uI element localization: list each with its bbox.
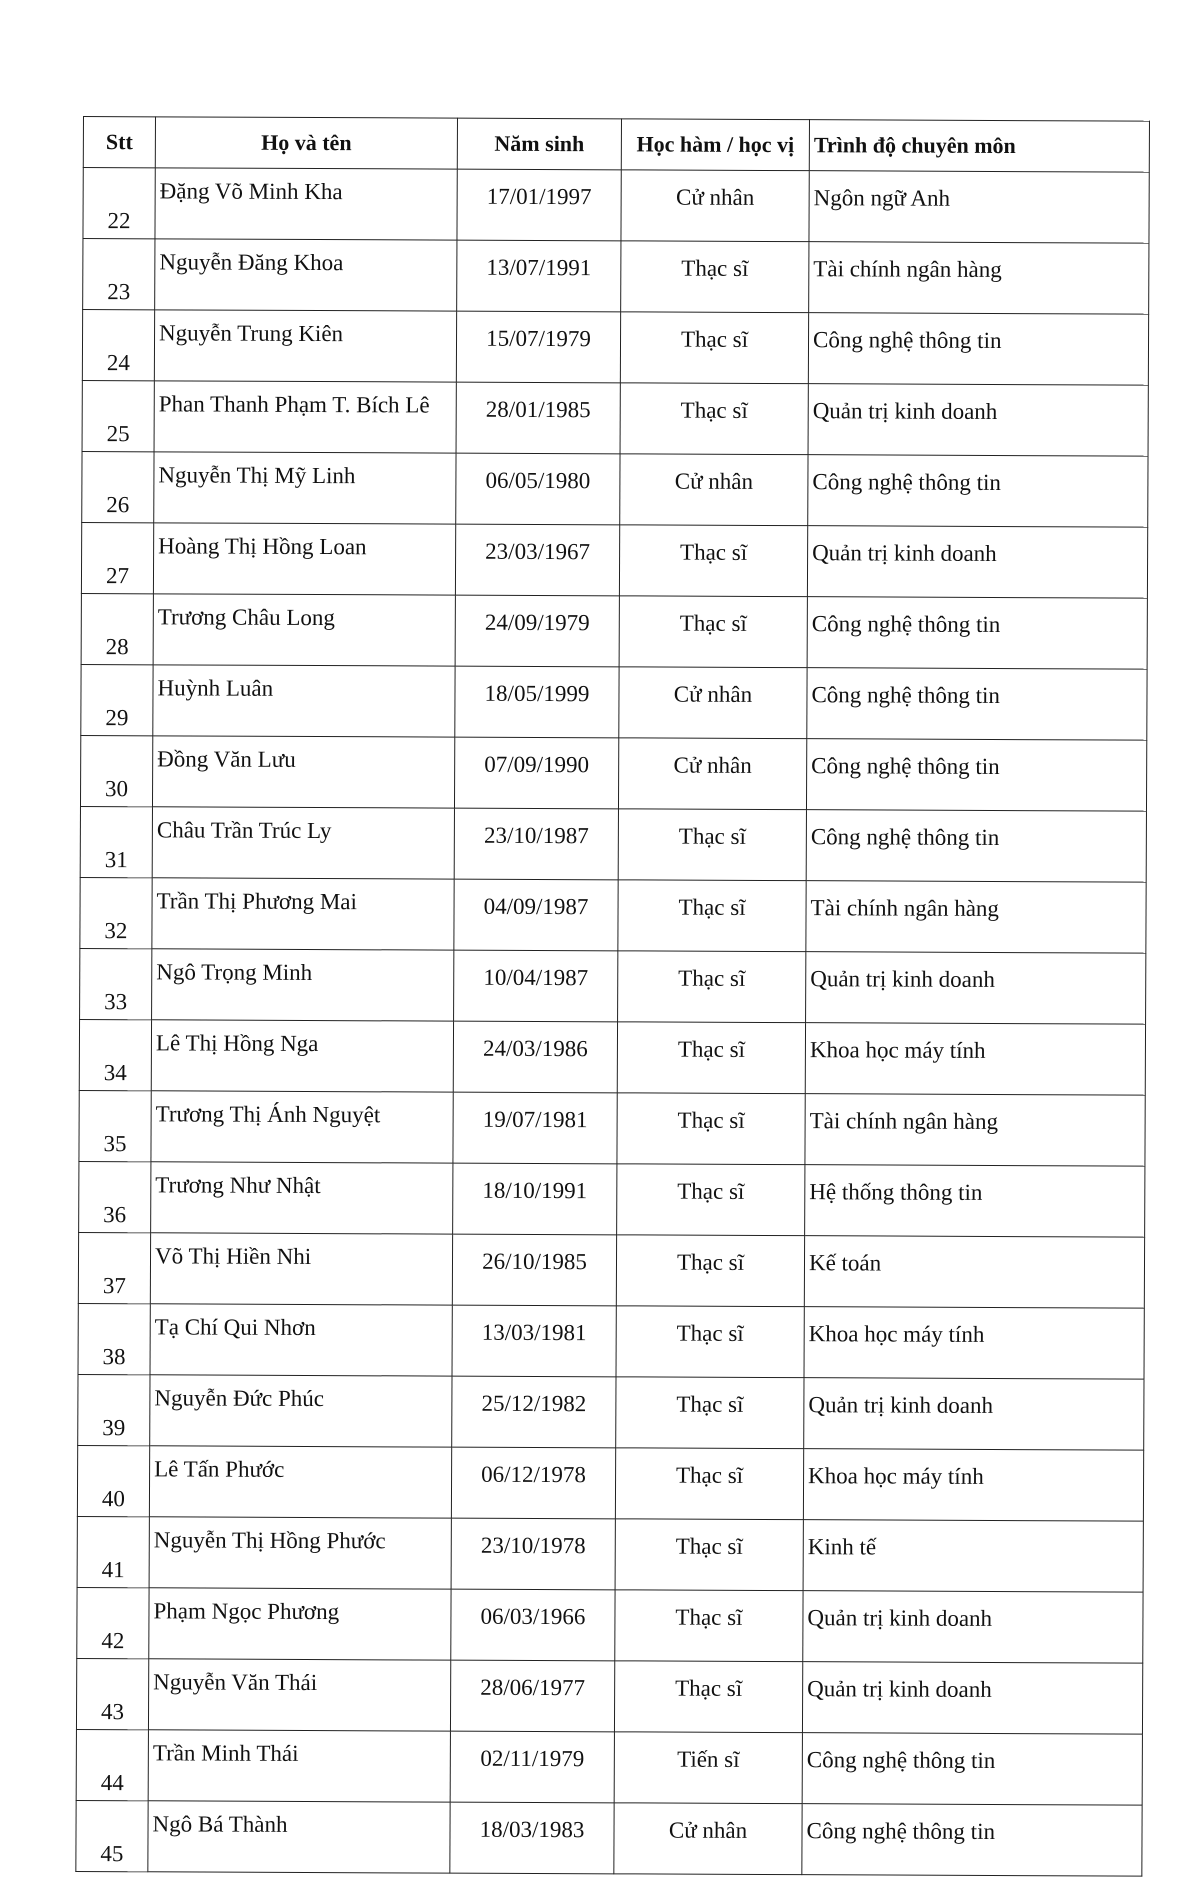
cell-birth-date: 06/05/1980 [456, 453, 620, 525]
table-row [78, 1303, 1144, 1379]
table-row [80, 948, 1146, 1024]
cell-birth-date: 15/07/1979 [456, 311, 620, 383]
cell-name: Nguyễn Thị Hồng Phước [149, 1517, 451, 1589]
cell-name: Nguyễn Đăng Khoa [155, 239, 457, 311]
cell-name: Phan Thanh Phạm T. Bích Lê [154, 381, 456, 453]
cell-major: Quản trị kinh doanh [803, 1591, 1143, 1663]
cell-stt: 27 [81, 522, 153, 593]
staff-table [75, 116, 1150, 1877]
cell-degree: Thạc sĩ [619, 525, 807, 597]
cell-major: Công nghệ thông tin [802, 1733, 1142, 1805]
table-row [79, 1019, 1145, 1095]
cell-major: Tài chính ngân hàng [806, 881, 1146, 953]
cell-degree: Thạc sĩ [618, 951, 806, 1023]
table-row [76, 1800, 1142, 1876]
cell-major: Hệ thống thông tin [805, 1165, 1145, 1237]
cell-major: Khoa học máy tính [804, 1307, 1144, 1379]
table-row [77, 1587, 1143, 1663]
cell-name: Trần Minh Thái [148, 1730, 450, 1802]
cell-major: Tài chính ngân hàng [809, 242, 1149, 314]
header-degree: Học hàm / học vị [621, 119, 809, 171]
cell-birth-date: 26/10/1985 [452, 1234, 616, 1306]
cell-degree: Cử nhân [618, 738, 806, 810]
cell-stt: 24 [82, 310, 154, 381]
cell-major: Kế toán [804, 1236, 1144, 1308]
cell-degree: Cử nhân [621, 170, 809, 242]
cell-name: Hoàng Thị Hồng Loan [153, 523, 455, 595]
cell-stt: 22 [83, 168, 155, 239]
cell-major: Ngôn ngữ Anh [809, 171, 1149, 243]
cell-name: Nguyễn Văn Thái [148, 1659, 450, 1731]
table-row [83, 239, 1149, 315]
cell-birth-date: 18/03/1983 [450, 1802, 614, 1874]
cell-degree: Thạc sĩ [618, 809, 806, 881]
cell-stt: 31 [80, 806, 152, 877]
cell-degree: Thạc sĩ [617, 1093, 805, 1165]
cell-degree: Thạc sĩ [617, 1164, 805, 1236]
cell-degree: Thạc sĩ [620, 312, 808, 384]
table-row [81, 593, 1147, 669]
cell-birth-date: 23/10/1987 [454, 808, 618, 880]
cell-degree: Thạc sĩ [618, 880, 806, 952]
table-row [80, 806, 1146, 882]
cell-name: Trần Thị Phương Mai [152, 878, 454, 950]
cell-stt: 42 [77, 1587, 149, 1658]
cell-name: Nguyễn Trung Kiên [154, 310, 456, 382]
table-row [78, 1232, 1144, 1308]
table-row [78, 1374, 1144, 1450]
cell-name: Ngô Bá Thành [148, 1801, 450, 1873]
cell-stt: 38 [78, 1303, 150, 1374]
cell-major: Quản trị kinh doanh [802, 1662, 1142, 1734]
cell-major: Kinh tế [803, 1520, 1143, 1592]
cell-major: Công nghệ thông tin [806, 810, 1146, 882]
cell-birth-date: 23/03/1967 [455, 524, 619, 596]
cell-degree: Thạc sĩ [615, 1448, 803, 1520]
cell-stt: 29 [81, 664, 153, 735]
cell-major: Công nghệ thông tin [806, 739, 1146, 811]
table-body [76, 168, 1149, 1877]
cell-stt: 32 [80, 877, 152, 948]
cell-birth-date: 28/06/1977 [450, 1660, 614, 1732]
cell-stt: 44 [76, 1729, 148, 1800]
cell-name: Nguyễn Đức Phúc [150, 1375, 452, 1447]
cell-name: Trương Thị Ánh Nguyệt [151, 1091, 453, 1163]
cell-birth-date: 24/09/1979 [455, 595, 619, 667]
table-row [82, 380, 1148, 456]
cell-name: Phạm Ngọc Phương [149, 1588, 451, 1660]
cell-birth-date: 10/04/1987 [454, 950, 618, 1022]
cell-birth-date: 06/03/1966 [451, 1589, 615, 1661]
cell-degree: Thạc sĩ [620, 383, 808, 455]
table-row [82, 310, 1148, 386]
cell-stt: 36 [79, 1161, 151, 1232]
table-row [81, 522, 1147, 598]
cell-name: Lê Thị Hồng Nga [151, 1020, 453, 1092]
cell-major: Quản trị kinh doanh [807, 526, 1147, 598]
cell-degree: Thạc sĩ [616, 1306, 804, 1378]
cell-degree: Thạc sĩ [615, 1519, 803, 1591]
cell-stt: 28 [81, 593, 153, 664]
cell-degree: Thạc sĩ [617, 1022, 805, 1094]
cell-name: Trương Như Nhật [151, 1162, 453, 1234]
cell-birth-date: 04/09/1987 [454, 879, 618, 951]
cell-degree: Cử nhân [620, 454, 808, 526]
cell-degree: Thạc sĩ [619, 596, 807, 668]
cell-degree: Cử nhân [614, 1803, 802, 1875]
cell-stt: 41 [77, 1516, 149, 1587]
table-row [80, 877, 1146, 953]
table-row [79, 1161, 1145, 1237]
cell-degree: Thạc sĩ [614, 1661, 802, 1733]
cell-name: Huỳnh Luân [153, 665, 455, 737]
cell-stt: 39 [78, 1374, 150, 1445]
table-row [77, 1516, 1143, 1592]
cell-major: Công nghệ thông tin [807, 597, 1147, 669]
cell-name: Võ Thị Hiền Nhi [150, 1233, 452, 1305]
cell-birth-date: 13/03/1981 [452, 1305, 616, 1377]
cell-stt: 33 [80, 948, 152, 1019]
cell-name: Nguyễn Thị Mỹ Linh [154, 452, 456, 524]
cell-birth-date: 19/07/1981 [453, 1092, 617, 1164]
cell-degree: Thạc sĩ [621, 241, 809, 313]
cell-birth-date: 18/05/1999 [455, 666, 619, 738]
cell-birth-date: 23/10/1978 [451, 1518, 615, 1590]
cell-name: Đồng Văn Lưu [152, 736, 454, 808]
cell-birth-date: 06/12/1978 [451, 1447, 615, 1519]
table-row [82, 451, 1148, 527]
table-row [80, 735, 1146, 811]
cell-major: Công nghệ thông tin [802, 1804, 1142, 1876]
cell-major: Công nghệ thông tin [808, 313, 1148, 385]
cell-birth-date: 25/12/1982 [452, 1376, 616, 1448]
table-row [77, 1445, 1143, 1521]
cell-major: Quản trị kinh doanh [808, 384, 1148, 456]
cell-name: Đặng Võ Minh Kha [155, 168, 457, 240]
cell-major: Khoa học máy tính [805, 1023, 1145, 1095]
cell-degree: Thạc sĩ [616, 1235, 804, 1307]
cell-birth-date: 18/10/1991 [453, 1163, 617, 1235]
header-row [83, 117, 1149, 173]
cell-stt: 45 [76, 1800, 148, 1871]
cell-stt: 34 [79, 1019, 151, 1090]
cell-degree: Thạc sĩ [616, 1377, 804, 1449]
header-major: Trình độ chuyên môn [809, 120, 1149, 172]
cell-stt: 35 [79, 1090, 151, 1161]
cell-name: Châu Trần Trúc Ly [152, 807, 454, 879]
cell-major: Quản trị kinh doanh [806, 952, 1146, 1024]
cell-name: Trương Châu Long [153, 594, 455, 666]
cell-degree: Cử nhân [619, 667, 807, 739]
cell-degree: Tiến sĩ [614, 1732, 802, 1804]
cell-name: Lê Tấn Phước [149, 1446, 451, 1518]
table-row [83, 168, 1149, 244]
cell-birth-date: 07/09/1990 [454, 737, 618, 809]
cell-stt: 40 [77, 1445, 149, 1516]
cell-stt: 26 [82, 451, 154, 522]
header-birth-year: Năm sinh [457, 118, 621, 170]
cell-major: Khoa học máy tính [803, 1449, 1143, 1521]
cell-birth-date: 17/01/1997 [457, 169, 621, 241]
cell-major: Quản trị kinh doanh [804, 1378, 1144, 1450]
cell-major: Công nghệ thông tin [808, 455, 1148, 527]
cell-major: Công nghệ thông tin [807, 668, 1147, 740]
header-stt: Stt [83, 117, 155, 168]
cell-name: Ngô Trọng Minh [152, 949, 454, 1021]
cell-stt: 37 [78, 1232, 150, 1303]
cell-birth-date: 13/07/1991 [457, 240, 621, 312]
cell-stt: 25 [82, 380, 154, 451]
cell-stt: 23 [83, 239, 155, 310]
cell-name: Tạ Chí Qui Nhơn [150, 1304, 452, 1376]
table-row [76, 1729, 1142, 1805]
table-row [76, 1658, 1142, 1734]
cell-stt: 43 [76, 1658, 148, 1729]
cell-birth-date: 28/01/1985 [456, 382, 620, 454]
cell-major: Tài chính ngân hàng [805, 1094, 1145, 1166]
header-name: Họ và tên [155, 117, 457, 169]
table-row [81, 664, 1147, 740]
cell-stt: 30 [80, 735, 152, 806]
cell-birth-date: 02/11/1979 [450, 1731, 614, 1803]
cell-birth-date: 24/03/1986 [453, 1021, 617, 1093]
table-row [79, 1090, 1145, 1166]
cell-degree: Thạc sĩ [615, 1590, 803, 1662]
